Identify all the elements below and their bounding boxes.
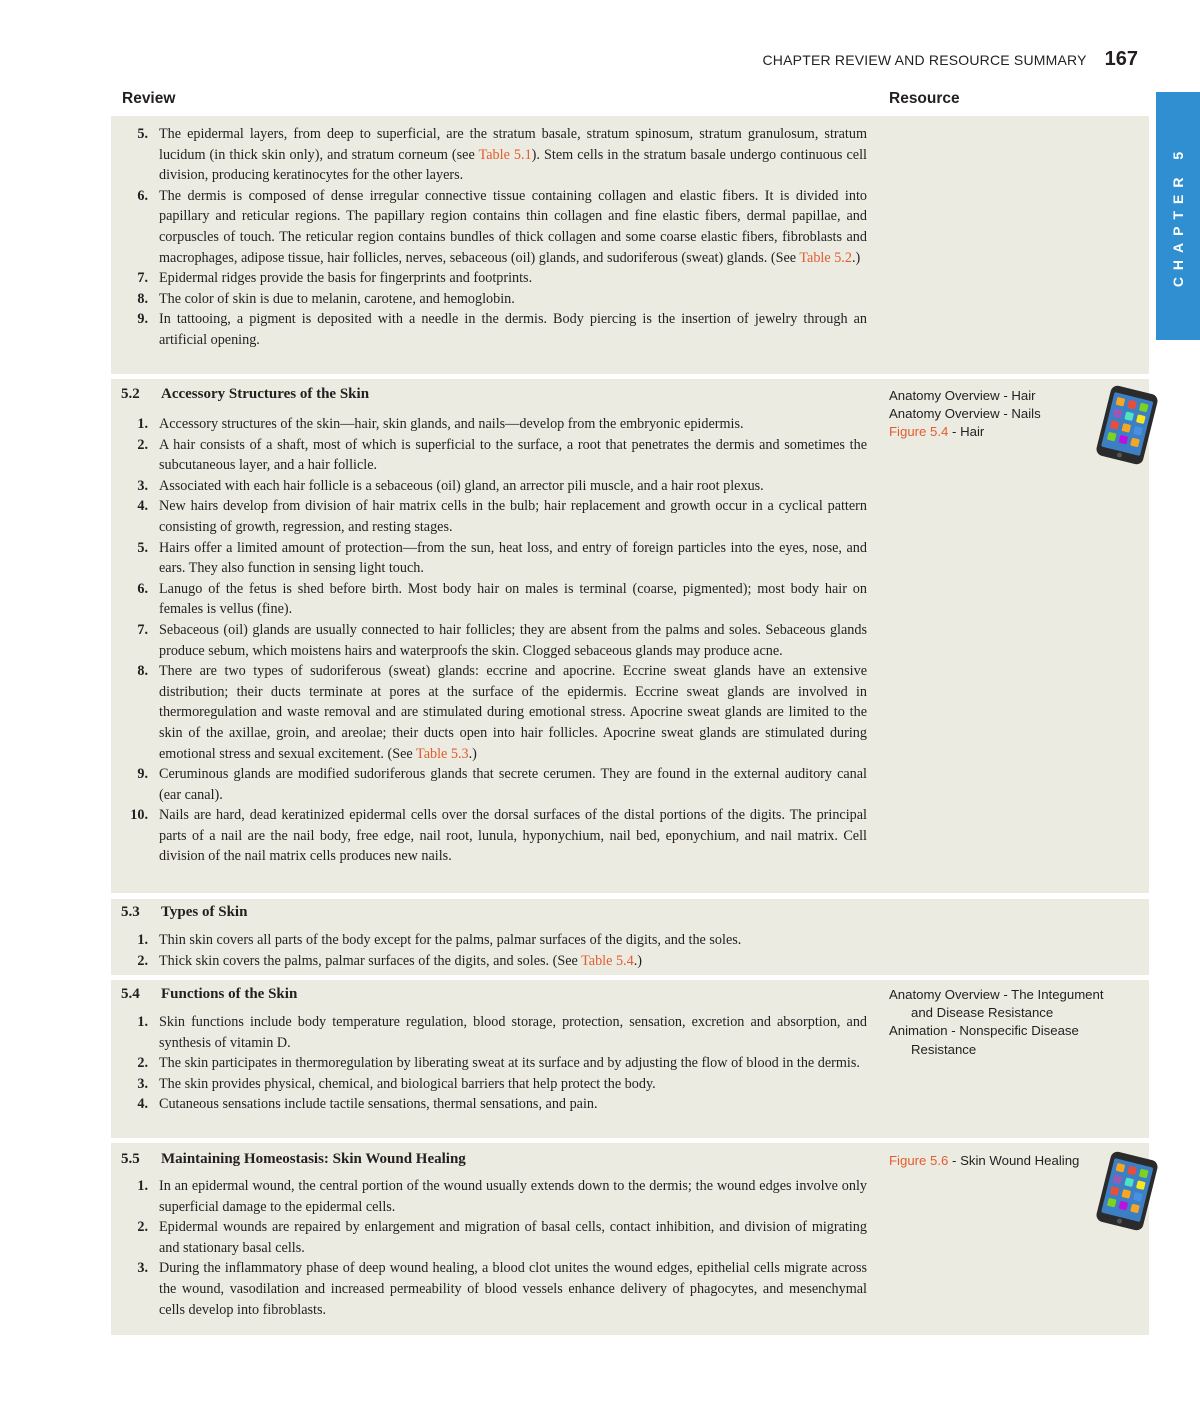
review-item <box>121 309 867 350</box>
item-text <box>159 1217 867 1258</box>
item-number: 9. <box>137 766 148 783</box>
item-text-body: Ceruminous glands are modified sudoriferous glands that secrete cerumen. They are found in the external auditory canal (ear canal). <box>159 766 867 803</box>
item-text <box>159 435 867 476</box>
item-number: 1. <box>137 416 148 432</box>
item-number: 1. <box>137 1178 148 1194</box>
section-title: Types of Skin <box>161 904 248 920</box>
item-text-tail: .) <box>633 952 642 969</box>
table-reference-link[interactable]: Table 5.3 <box>416 745 469 762</box>
item-number: 3. <box>137 1075 148 1092</box>
item-text-body: The skin participates in thermoregulation by liberating sweat at its surface and by adjusting the flow of blood in the dermis. <box>159 1055 860 1072</box>
item-text <box>159 620 867 661</box>
section-heading <box>121 904 247 921</box>
item-number: 7. <box>137 270 148 287</box>
item-text-tail: ). Stem cells in the stratum basale undergo continuous cell division, producing keratinocytes for the other layers. <box>159 146 867 184</box>
section-heading <box>121 986 297 1003</box>
section-title: Maintaining Homeostasis: Skin Wound Healing <box>161 1151 466 1167</box>
resource-label: - Skin Wound Healing <box>948 1153 1080 1168</box>
item-text-body: Associated with each hair follicle is a sebaceous (oil) gland, an arrector pili muscle, and a hair root plexus. <box>159 477 764 494</box>
review-item <box>121 620 867 661</box>
page-number: 167 <box>1104 48 1138 70</box>
item-text-body: Skin functions include body temperature regulation, blood storage, protection, sensation, excretion and absorption, and synthesis of vitamin D. <box>159 1014 867 1051</box>
resource-label-continued: and Disease Resistance <box>911 1005 1054 1021</box>
resource-label-continued: Resistance <box>911 1041 977 1057</box>
resource-list <box>889 986 1139 1059</box>
review-item <box>121 1094 867 1115</box>
item-number: 4. <box>137 498 148 515</box>
item-text-tail: .) <box>851 249 861 266</box>
item-text-body: Epidermal ridges provide the basis for fingerprints and footprints. <box>159 270 533 287</box>
item-text <box>159 1012 867 1053</box>
review-item <box>121 1258 867 1320</box>
section-number: 5.5 <box>121 1151 140 1167</box>
item-text <box>159 414 867 435</box>
section-5-5 <box>111 1143 1149 1335</box>
item-text-tail: .) <box>468 745 477 762</box>
table-reference-link[interactable]: Table 5.2 <box>799 249 852 266</box>
resource-link[interactable] <box>889 1022 1139 1058</box>
section-heading <box>121 1151 466 1168</box>
item-number: 6. <box>137 580 148 597</box>
item-text <box>159 268 867 289</box>
section-heading <box>121 386 369 403</box>
item-text-body: Sebaceous (oil) glands are usually connected to hair follicles; they are absent from the palms and soles. Sebaceous glands produce sebum, which moistens hairs and waterproofs the skin. Clogged sebaceous glands may produce acne. <box>159 621 867 659</box>
review-item <box>121 1053 867 1074</box>
resource-link[interactable] <box>889 986 1139 1022</box>
item-text <box>159 1094 867 1115</box>
item-number: 5. <box>137 126 148 142</box>
smartphone-app-icon[interactable] <box>1091 1151 1163 1231</box>
review-item <box>121 414 867 435</box>
item-text-body: Epidermal wounds are repaired by enlargement and migration of basal cells, contact inhibition, and division of migrating and stationary basal cells. <box>159 1219 867 1256</box>
item-number: 1. <box>137 932 148 948</box>
item-number: 4. <box>137 1096 148 1113</box>
item-number: 8. <box>137 663 148 680</box>
item-number: 9. <box>137 311 148 328</box>
review-item <box>121 1012 867 1053</box>
figure-reference-link[interactable]: Figure 5.6 <box>889 1153 949 1168</box>
item-number: 1. <box>137 1014 148 1030</box>
review-item <box>121 1074 867 1095</box>
item-text-body: Thick skin covers the palms, palmar surfaces of the digits, and soles. (See <box>159 952 582 969</box>
item-text-body: The skin provides physical, chemical, and biological barriers that help protect the body. <box>159 1075 656 1092</box>
resource-label: Animation - Nonspecific Disease <box>889 1023 1079 1039</box>
section-5-4 <box>111 980 1149 1138</box>
item-text-body: Lanugo of the fetus is shed before birth. Most body hair on males is terminal (coarse, pigmented); most body hair on females is vellus (fine). <box>159 580 867 618</box>
review-item <box>121 268 867 289</box>
review-list <box>121 1176 867 1320</box>
review-item <box>121 186 867 268</box>
resource-label: - Hair <box>948 424 985 440</box>
section-number: 5.4 <box>121 986 140 1002</box>
item-number: 2. <box>137 1219 148 1236</box>
review-item <box>121 538 867 579</box>
item-text <box>159 289 867 310</box>
section-number: 5.2 <box>121 386 140 402</box>
review-item <box>121 764 867 805</box>
section-title: Functions of the Skin <box>161 986 298 1002</box>
item-text <box>159 661 867 764</box>
review-item <box>121 289 867 310</box>
item-text-body: In tattooing, a pigment is deposited with a needle in the dermis. Body piercing is the insertion of jewelry through an artificial opening. <box>159 311 867 348</box>
chapter-tab <box>1156 92 1200 340</box>
section-5-3 <box>111 899 1149 975</box>
item-text-body: Cutaneous sensations include tactile sensations, thermal sensations, and pain. <box>159 1096 598 1113</box>
review-item <box>121 930 867 951</box>
review-item <box>121 496 867 537</box>
running-head <box>763 48 1139 71</box>
item-number: 5. <box>137 539 148 556</box>
item-text-body: A hair consists of a shaft, most of which is superficial to the surface, a root that penetrates the dermis and sometimes the subcutaneous layer, and a hair follicle. <box>159 436 867 474</box>
item-text <box>159 1053 867 1074</box>
item-text <box>159 1074 867 1095</box>
figure-reference-link[interactable]: Figure 5.4 <box>889 424 949 440</box>
item-text-body: The color of skin is due to melanin, carotene, and hemoglobin. <box>159 290 515 307</box>
review-list <box>121 930 867 971</box>
section-title: Accessory Structures of the Skin <box>161 386 370 402</box>
review-item <box>121 1217 867 1258</box>
item-text-body: During the inflammatory phase of deep wound healing, a blood clot unites the wound edges, epithelial cells migrate across the wound, vasodilation and increased permeability of blood vessels enhance delivery of phagocytes, and mesenchymal cells develop into fibroblasts. <box>159 1260 867 1318</box>
item-text <box>159 186 867 268</box>
section-continued <box>111 116 1149 374</box>
item-text-body: New hairs develop from division of hair matrix cells in the bulb; hair replacement and growth occur in a cyclical pattern consisting of growth, regression, and resting stages. <box>159 498 867 535</box>
section-number: 5.3 <box>121 904 140 920</box>
review-item <box>121 951 867 972</box>
review-item <box>121 435 867 476</box>
resource-label: Anatomy Overview - Hair <box>889 388 1036 403</box>
item-text <box>159 309 867 350</box>
item-text <box>159 930 867 951</box>
review-column-heading: Review <box>122 90 176 107</box>
item-text <box>159 538 867 579</box>
review-item <box>121 579 867 620</box>
item-text <box>159 764 867 805</box>
review-item <box>121 124 867 186</box>
item-text-body: There are two types of sudoriferous (sweat) glands: eccrine and apocrine. Eccrine sweat glands have an extensive distribution; their ducts terminate at pores at the surface of the epidermis. Eccrine sweat glands are involved in thermoregulation and waste removal and are stimulated during emotional stress. Apocrine sweat glands are limited to the skin of the axillae, groin, and areolae; their ducts open into hair follicles. Apocrine sweat glands are stimulated during emotional stress and sexual excitement. (See <box>159 663 867 762</box>
item-text-body: Accessory structures of the skin—hair, skin glands, and nails—develop from the embryonic epidermis. <box>159 416 744 432</box>
item-text-body: Hairs offer a limited amount of protection—from the sun, heat loss, and entry of foreign particles into the eyes, nose, and ears. They also function in sensing light touch. <box>159 539 867 577</box>
item-number: 2. <box>137 1055 148 1072</box>
resource-label: Anatomy Overview - The Integument <box>889 987 1104 1002</box>
item-text <box>159 124 867 186</box>
item-text <box>159 1176 867 1217</box>
item-text-body: In an epidermal wound, the central portion of the wound usually extends down to the dermis; the wound edges involve only superficial damage to the epidermal cells. <box>159 1178 867 1215</box>
resource-column-heading: Resource <box>889 90 960 107</box>
item-text <box>159 951 867 972</box>
item-text <box>159 579 867 620</box>
review-item <box>121 661 867 764</box>
item-number: 7. <box>137 621 148 638</box>
review-list <box>121 1012 867 1115</box>
table-reference-link[interactable]: Table 5.1 <box>478 146 532 163</box>
item-text <box>159 1258 867 1320</box>
item-text-body: Thin skin covers all parts of the body except for the palms, palmar surfaces of the digits, and the soles. <box>159 932 742 948</box>
item-text <box>159 805 867 867</box>
item-number: 6. <box>137 187 148 204</box>
review-item <box>121 1176 867 1217</box>
review-item <box>121 805 867 867</box>
review-item <box>121 476 867 497</box>
section-5-2 <box>111 379 1149 893</box>
smartphone-app-icon[interactable] <box>1091 385 1163 465</box>
item-text-body: The dermis is composed of dense irregular connective tissue containing collagen and elastic fibers. It is divided into papillary and reticular regions. The papillary region contains thin collagen and fine elastic fibers, dermal papillae, and corpuscles of touch. The reticular region contains bundles of thick collagen and some coarse elastic fibers, fibroblasts and macrophages, adipose tissue, hair follicles, nerves, sebaceous (oil) glands, and sudoriferous (sweat) glands. (See <box>159 187 867 266</box>
item-text <box>159 476 867 497</box>
table-reference-link[interactable]: Table 5.4 <box>581 952 634 969</box>
item-text-body: Nails are hard, dead keratinized epidermal cells over the dorsal surfaces of the distal portions of the digits. The principal parts of a nail are the nail body, free edge, nail root, lunula, hyponychium, nail bed, eponychium, and nail matrix. Cell division of the nail matrix cells produces new nails. <box>159 807 867 865</box>
item-number: 3. <box>137 477 148 494</box>
item-text-body: The epidermal layers, from deep to superficial, are the stratum basale, stratum spinosum, stratum granulosum, stratum lucidum (in thick skin only), and stratum corneum (see <box>159 126 867 163</box>
review-list <box>121 414 867 867</box>
item-number: 10. <box>130 807 148 824</box>
item-number: 8. <box>137 290 148 307</box>
item-number: 2. <box>137 952 148 969</box>
item-text <box>159 496 867 537</box>
running-title: CHAPTER REVIEW AND RESOURCE SUMMARY <box>762 52 1087 68</box>
resource-label: Anatomy Overview - Nails <box>889 406 1041 422</box>
item-number: 2. <box>137 436 148 453</box>
item-number: 3. <box>137 1260 148 1277</box>
review-list <box>121 124 867 351</box>
chapter-tab-label: CHAPTER 5 <box>1170 144 1187 288</box>
